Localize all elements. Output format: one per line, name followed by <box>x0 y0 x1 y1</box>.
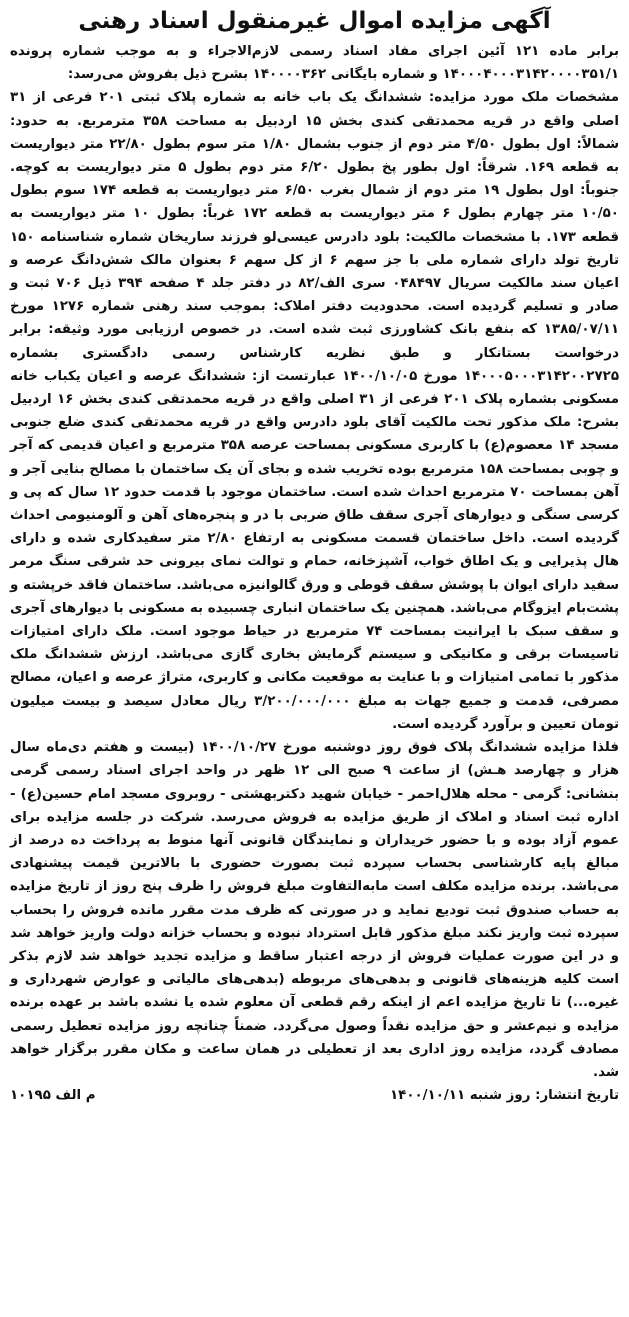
property-specs-paragraph: مشخصات ملک مورد مزایده: ششدانگ یک باب خانه به شماره پلاک ثبتی ۲۰۱ فرعی از ۳۱ اصلی واقع در قریه محمدتقی کندی بخش ۱۵ اردبیل به مساحت ۳۵۸ مترمربع. به حدود: شمالاً: اول بطول ۴/۵۰ متر دوم از جنوب بشمال ۱/۸۰ متر سوم بطول ۲۲/۸۰ متر دیواریست به قطعه ۱۶۹. شرقاً: اول بطور پخ بطول ۶/۲۰ متر دوم بطول ۵ متر دیواریست به کوچه. جنوباً: اول بطول ۱۹ متر دوم از شمال بغرب ۶/۵۰ متر دیواریست به قطعه ۱۷۴ سوم بطول ۱۰/۵۰ متر چهارم بطول ۶ متر دیواریست به قطعه ۱۷۲ غرباً: بطول ۱۰ متر دیواریست به قطعه ۱۷۳. با مشخصات مالکیت: بلود دادرس عیسی‌لو فرزند ساریخان شماره شناسنامه ۱۵۰ تاریخ تولد دارای شماره ملی با جز سهم ۶ از کل سهم ۶ بعنوان مالک شش‌دانگ عرصه و اعیان سند مالکیت سریال ۰۴۸۴۹۷ سری الف/۸۲ در دفتر جلد ۴ صفحه ۳۹۴ ذیل ۷۰۶ ثبت و صادر و تسلیم گردیده است. محدودیت دفتر املاک: بموجب سند رهنی شماره ۱۲۷۶ مورخ ۱۳۸۵/۰۷/۱۱ که بنفع بانک کشاورزی ثبت شده است. در خصوص ارزیابی مورد وثیقه: برابر درخواست بستانکار و طبق نظریه کارشناس رسمی دادگستری بشماره ۱۴۰۰۰۵۰۰۰۳۱۴۲۰۰۲۷۲۵ مورخ ۱۴۰۰/۱۰/۰۵ عبارتست از: ششدانگ عرصه و اعیان یکباب خانه مسکونی بشماره پلاک ۲۰۱ فرعی از ۳۱ اصلی واقع در قریه محمدتقی کندی بخش ۱۶ اردبیل بشرح: ملک مذکور تحت مالکیت آقای بلود دادرس واقع در قریه محمدتقی کندی ضلع جنوبی مسجد ۱۴ معصوم(ع) با کاربری مسکونی بمساحت عرصه ۳۵۸ مترمربع و اعیان قدیمی که آجر و چوبی بمساحت ۱۵۸ مترمربع بوده تخریب شده و بجای آن یک ساختمان با مصالح بنایی آجر و آهن بمساحت ۷۰ مترمربع احداث شده است. ساختمان موجود با قدمت حدود ۱۲ سال که پی و کرسی سنگی و دیوارهای آجری سقف طاق ضربی با در و پنجره‌های آهن و آلومنیومی احداث گردیده است. داخل ساختمان قسمت مسکونی به ارتفاع ۲/۸۰ متر سفیدکاری شده و دارای هال پذیرایی و یک اطاق خواب، آشپزخانه، حمام و توالت نمای بیرونی حد شرقی سنگ مرمر سفید دارای ایوان با پوشش سقف قوطی و ورق گالوانیزه می‌باشد. ساختمان فاقد خرپشته و پشت‌بام ایزوگام می‌باشد. همچنین یک ساختمان انباری چسبیده به مسکونی با دیوارهای آجری و سقف سبک با ایرانیت بمساحت ۷۴ مترمربع در حیاط موجود است. ملک دارای امتیازات تاسیسات برقی و مکانیکی و سیستم گرمایش بخاری گازی می‌باشد. ارزش ششدانگ ملک مذکور با تمامی امتیازات و با عنایت به موقعیت مکانی و کاربری، متراژ عرصه و اعیان، مصالح مصرفی، قدمت و جمیع جهات به مبلغ ۳/۲۰۰/۰۰۰/۰۰۰ ریال معادل سیصد و بیست میلیون تومان تعیین و برآورد گردیده است. <box>10 90 620 732</box>
auction-terms-paragraph: فلذا مزایده ششدانگ پلاک فوق روز دوشنبه مورخ ۱۴۰۰/۱۰/۲۷ (بیست و هفتم دی‌ماه سال هزار و چهارصد هـش) از ساعت ۹ صبح الی ۱۲ ظهر در واحد اجرای اسناد رسمی گرمی بنشانی: گرمی - محله هلال‌احمر - خیابان شهید دکتربهشتی - روبروی مسجد امام حسین(ع) - اداره ثبت اسناد و املاک از طریق مزایده به فروش می‌رسد. شرکت در جلسه مزایده برای عموم آزاد بوده و با حضور خریداران و نمایندگان قانونی آنها منوط به پرداخت ده درصد از مبالغ پایه کارشناسی بحساب سپرده ثبت بصورت حضوری با بالاترین قیمت پیشنهادی می‌باشد. برنده مزایده مکلف است مابه‌التفاوت مبلغ فروش را ظرف پنج روز از تاریخ مزایده به حساب صندوق ثبت تودیع نماید و در صورتی که ظرف مدت مقرر مانده فروش را بحساب سپرده ثبت واریز نکند مبلغ مذکور قابل استرداد نبوده و بحساب خزانه دولت واریز خواهد شد و در این صورت عملیات فروش از درجه اعتبار ساقط و مزایده تجدید خواهد شد لازم بذکر است کلیه هزینه‌های قانونی و بدهی‌های مربوطه (بدهی‌های مالیاتی و عوارض شهرداری و غیره...) تا تاریخ مزایده اعم از اینکه رقم قطعی آن معلوم شده یا نشده باشد بر عهده برنده مزایده و نیم‌عشر و حق مزایده نقداً وصول می‌گردد. ضمناً چنانچه روز مزایده تعطیل رسمی مصادف گردد، مزایده روز اداری بعد از تعطیلی در همان ساعت و مکان مقرر برگزار خواهد شد. <box>10 740 619 1080</box>
publication-date: تاریخ انتشار: روز شنبه ۱۴۰۰/۱۰/۱۱ <box>389 1088 619 1104</box>
notice-footer <box>10 1084 619 1107</box>
notice-title: آگهی مزایده اموال غیرمنقول اسناد رهنی <box>78 8 551 34</box>
intro-paragraph: برابر ماده ۱۲۱ آئین اجرای مفاد اسناد رسمی لازم‌الاجراء و به موجب شماره پرونده ۱۴۰۰۰۴۰۰۰۳۱۴۲۰۰۰۰۳۵۱/۱ و شماره بایگانی ۱۴۰۰۰۰۳۶۲ بشرح ذیل بفروش می‌رسد: <box>10 44 619 83</box>
notice-code: م الف ۱۰۱۹۵ <box>10 1088 96 1104</box>
